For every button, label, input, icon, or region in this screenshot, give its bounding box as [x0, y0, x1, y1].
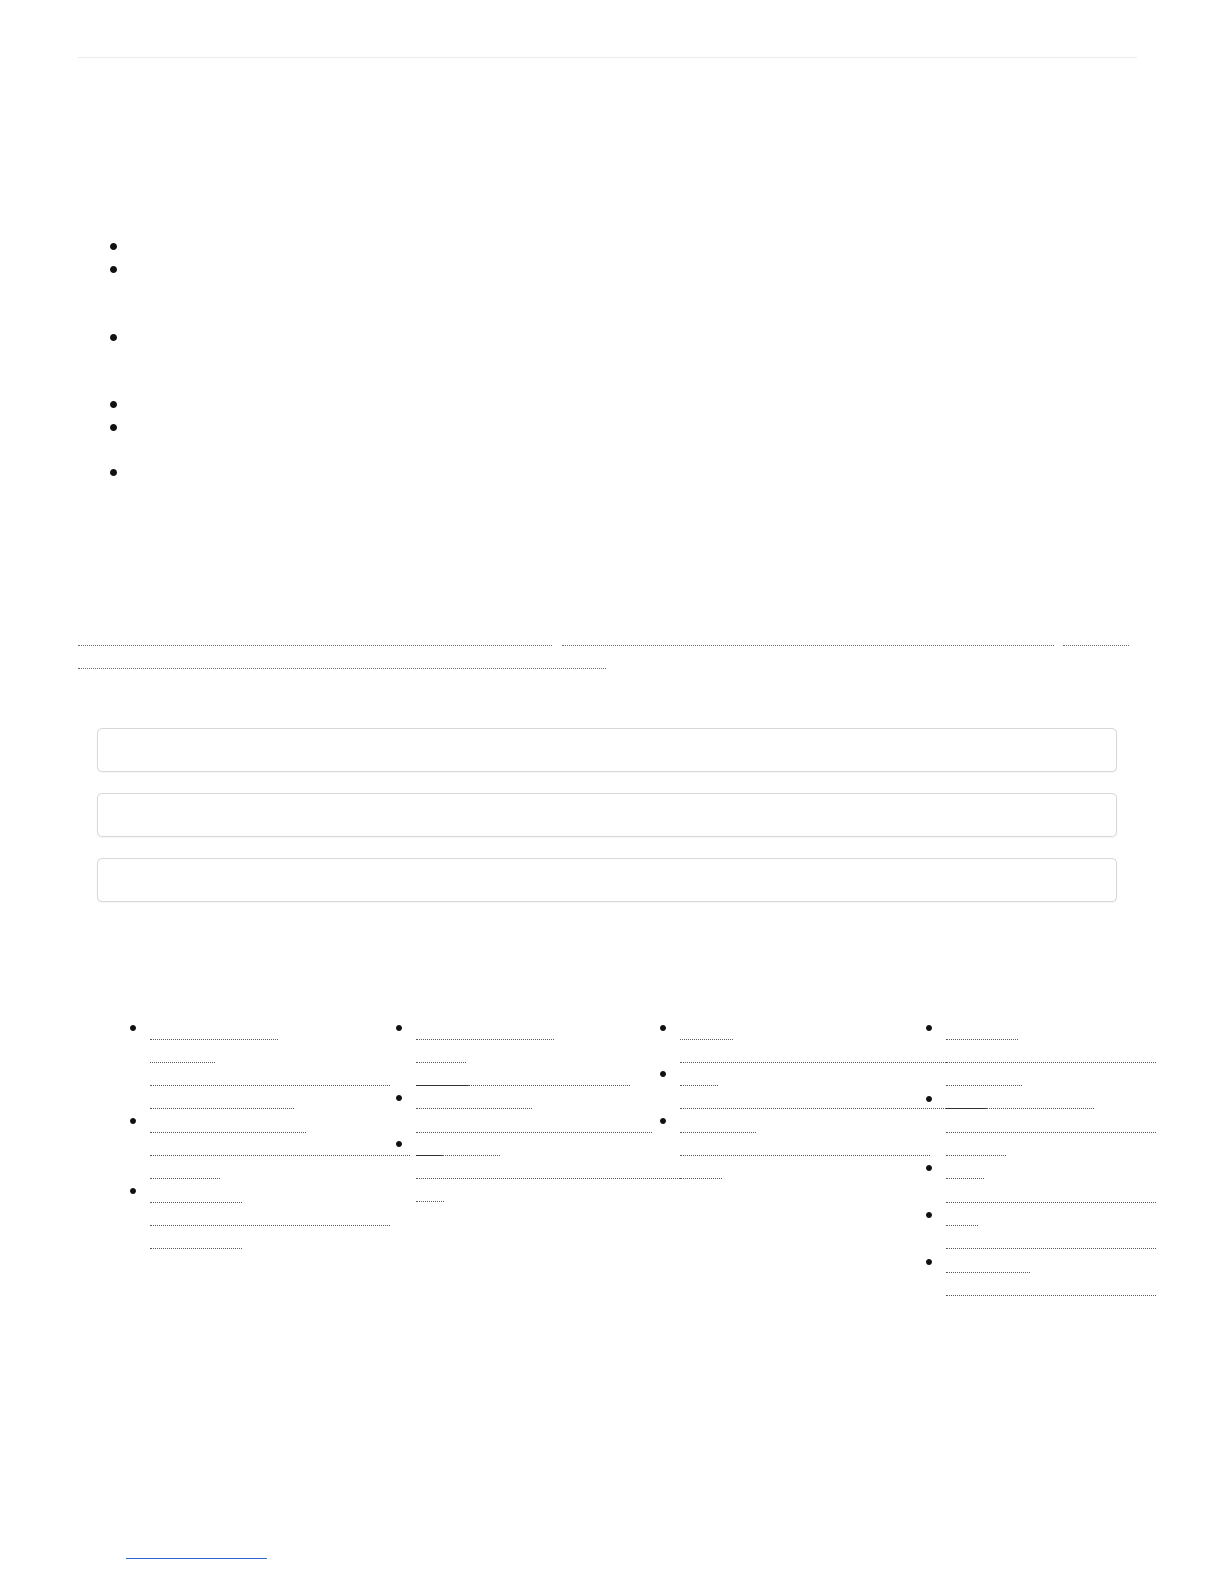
column-3-link[interactable] [680, 1155, 930, 1156]
column-4-link[interactable] [946, 1108, 986, 1109]
column-2-link[interactable] [416, 1178, 680, 1179]
column-1-link[interactable] [150, 1108, 294, 1109]
column-4-link[interactable] [946, 1178, 984, 1179]
column-2-bullet [396, 1095, 402, 1101]
column-2-bullet [396, 1141, 402, 1147]
column-2-bullet [396, 1025, 402, 1031]
column-4-link[interactable] [946, 1248, 1156, 1249]
bullet-item [110, 469, 117, 476]
bullet-item [110, 401, 117, 408]
paragraph-link[interactable] [562, 645, 1054, 646]
column-4-bullet [926, 1165, 932, 1171]
column-3-link[interactable] [680, 1132, 756, 1133]
column-1-link[interactable] [150, 1132, 306, 1133]
column-4-bullet [926, 1259, 932, 1265]
column-1-link[interactable] [150, 1248, 242, 1249]
column-4-link[interactable] [946, 1132, 1156, 1133]
column-2-link[interactable] [416, 1201, 444, 1202]
column-1-link[interactable] [150, 1155, 410, 1156]
column-4-link[interactable] [946, 1085, 1022, 1086]
bullet-list [0, 0, 1224, 500]
column-2-link[interactable] [416, 1155, 442, 1156]
column-4-link[interactable] [946, 1062, 1156, 1063]
bullet-item [110, 334, 117, 341]
column-3-bullet [660, 1025, 666, 1031]
column-3-bullet [660, 1071, 666, 1077]
column-1-link[interactable] [150, 1085, 390, 1086]
column-4-bullet [926, 1212, 932, 1218]
column-3-link[interactable] [680, 1085, 718, 1086]
column-4-link[interactable] [946, 1155, 1006, 1156]
column-4-link[interactable] [946, 1295, 1156, 1296]
column-2-link[interactable] [416, 1062, 466, 1063]
footer-link[interactable] [126, 1558, 267, 1559]
column-4-link[interactable] [946, 1039, 1018, 1040]
column-4-bullet [926, 1096, 932, 1102]
column-1-link[interactable] [150, 1178, 220, 1179]
paragraph-link[interactable] [78, 645, 552, 646]
column-2-link[interactable] [416, 1039, 554, 1040]
bullet-item [110, 266, 117, 273]
column-2-link[interactable] [416, 1132, 652, 1133]
column-4-link[interactable] [946, 1225, 978, 1226]
paragraph-link[interactable] [1063, 645, 1129, 646]
column-1-bullet [130, 1118, 136, 1124]
column-3-link[interactable] [680, 1039, 733, 1040]
column-1-bullet [130, 1025, 136, 1031]
column-2-link[interactable] [442, 1155, 500, 1156]
column-4-link[interactable] [946, 1202, 1156, 1203]
column-2-link[interactable] [468, 1085, 630, 1086]
column-3-bullet [660, 1118, 666, 1124]
column-3-link[interactable] [680, 1108, 988, 1109]
panel-3[interactable] [97, 858, 1117, 902]
column-2-link[interactable] [416, 1085, 468, 1086]
column-1-link[interactable] [150, 1202, 242, 1203]
bullet-item [110, 424, 117, 431]
paragraph-link[interactable] [78, 668, 606, 669]
column-1-bullet [130, 1188, 136, 1194]
column-2-link[interactable] [416, 1108, 532, 1109]
column-1-link[interactable] [150, 1062, 215, 1063]
column-1-link[interactable] [150, 1225, 390, 1226]
column-1-link[interactable] [150, 1039, 278, 1040]
panel-1[interactable] [97, 728, 1117, 772]
panel-2[interactable] [97, 793, 1117, 837]
column-4-link[interactable] [986, 1108, 1094, 1109]
column-3-link[interactable] [680, 1178, 722, 1179]
column-4-bullet [926, 1025, 932, 1031]
bullet-item [110, 243, 117, 250]
column-4-link[interactable] [946, 1272, 1030, 1273]
